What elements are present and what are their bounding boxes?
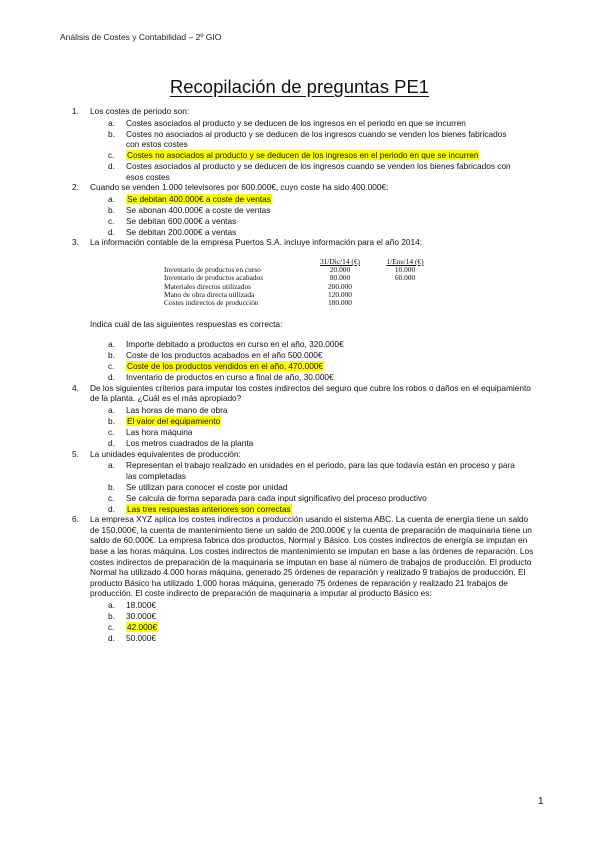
- option-text-highlighted: Las tres respuestas anteriores son correctas: [127, 503, 291, 514]
- option-6d: [0, 633, 599, 644]
- question-number: 5.: [72, 448, 79, 459]
- option-text: Costes asociados al producto y se deducen de los ingresos cuando se venden los bienes fabricados con esos costes: [126, 161, 511, 182]
- option-letter: d.: [108, 632, 115, 643]
- option-text-highlighted: 42.000€: [127, 622, 157, 632]
- option-text: Se calcula de forma separada para cada input significativo del proceso productivo: [126, 492, 427, 503]
- option-letter: c.: [108, 622, 115, 632]
- option-letter: d.: [108, 161, 115, 172]
- question-number: 3.: [72, 237, 79, 248]
- option-letter: a.: [108, 405, 115, 415]
- question-list: [0, 106, 599, 644]
- question-5: [0, 449, 599, 460]
- option-text: Las hora máquina: [126, 426, 193, 437]
- option-letter: d.: [108, 503, 115, 514]
- question-text: Los costes de periodo son:: [90, 106, 190, 116]
- question-text: La empresa XYZ aplica los costes indirectos a producción usando el sistema ABC. La cuenta de energía tiene un saldo de 150.000€, la cuenta de mantenimiento tiene un saldo de 200.000€ y la cuenta de preparación de maquinaria tiene un saldo de 60.000€. La empresa fabrica dos productos, Normal y Básico. Los costes indirectos de energía se imputan en base a las horas máquina. Los costes indirectos de mantenimiento se imputan en base a las órdenes de reparación. Los costes indirectos de preparación de la maquinaria se imputan en base al número de trabajos de producción. El producto Normal ha utilizado 4.000 horas máquina, generado 25 órdenes de reparación y realizado 9 trabajos de producción. El producto Básico ha utilizado 1.000 horas máquina, generado 75 órdenes de reparación y realizado 21 trabajos de producción. El coste indirecto de preparación de maquinaria a imputar al producto Básico es:: [90, 514, 534, 599]
- accounting-table: [164, 258, 440, 307]
- option-text: Costes asociados al producto y se deducen de los ingresos en el periodo en que se incurren: [126, 117, 466, 128]
- option-5d: [0, 504, 599, 515]
- table-cell: Materiales directos utilizados: [164, 281, 252, 291]
- option-4a: [0, 405, 599, 416]
- question-number: 6.: [72, 514, 79, 525]
- option-3b: [0, 350, 599, 361]
- option-letter: a.: [108, 339, 115, 350]
- option-letter: a.: [108, 117, 115, 128]
- option-letter: a.: [108, 460, 115, 471]
- option-text: Se debitan 600.000€ a ventas: [126, 215, 237, 226]
- question-number: 4.: [72, 382, 79, 393]
- option-text: 30.000€: [126, 611, 156, 622]
- question-text: La información contable de la empresa Puertos S.A. incluye información para el año 2014:: [90, 237, 423, 248]
- question-number: 2.: [72, 182, 79, 193]
- table-cell: Inventario de productos acabados: [164, 273, 264, 283]
- page-number: 1: [538, 796, 544, 807]
- option-letter: b.: [108, 611, 115, 622]
- question-2: [0, 182, 599, 193]
- table-cell: [370, 299, 440, 307]
- option-letter: b.: [108, 128, 115, 139]
- option-letter: a.: [108, 600, 115, 611]
- option-letter: b.: [108, 481, 115, 492]
- option-1c: [0, 150, 599, 161]
- question-text: Cuando se venden 1.000 televisores por 600.000€, cuyo coste ha sido 400.000€:: [90, 182, 389, 193]
- option-letter: c.: [108, 361, 115, 372]
- option-letter: c.: [108, 426, 115, 437]
- question-text: La unidades equivalentes de producción:: [90, 448, 241, 459]
- option-letter: d.: [108, 437, 115, 448]
- table-header: 1/Ene/14 (€): [386, 257, 424, 267]
- option-1d: [0, 161, 599, 182]
- option-3c: [0, 361, 599, 372]
- table-cell: Inventario de productos en curso: [164, 265, 261, 275]
- option-text-highlighted: Coste de los productos vendidos en el año, 470.000€: [127, 361, 324, 372]
- option-letter: b.: [108, 415, 115, 426]
- option-4c: [0, 427, 599, 438]
- option-text: 50.000€: [126, 632, 156, 643]
- option-6b: [0, 611, 599, 622]
- table-cell: [370, 291, 440, 299]
- option-letter: b.: [108, 350, 115, 361]
- question-number: 1.: [72, 106, 79, 116]
- option-6a: [0, 600, 599, 611]
- table-cell: Mano de obra directa utilizada: [164, 289, 255, 299]
- option-text-highlighted: Se debitan 400.000€ a coste de ventas: [127, 193, 271, 204]
- option-1b: [0, 129, 599, 150]
- option-letter: a.: [108, 193, 115, 204]
- option-letter: d.: [108, 372, 115, 383]
- table-cell: Costes indirectos de producción: [164, 298, 259, 308]
- page-title: Recopilación de preguntas PE1: [169, 76, 430, 97]
- option-1a: [0, 118, 599, 129]
- option-text: Inventario de productos en curso a final de año, 30.000€: [126, 372, 334, 383]
- table-cell: 200.000: [327, 281, 353, 291]
- option-4d: [0, 438, 599, 449]
- question-3: [0, 237, 599, 248]
- table-header: 31/Dic/14 (€): [319, 257, 361, 267]
- question-text: De los siguientes criterios para imputar los costes indirectos del seguro que cubre los robos o daños en el equipamiento de la planta. ¿Cuál es el más apropiado?: [90, 382, 531, 404]
- option-text: Representan el trabajo realizado en unidades en el periodo, para las que todavía están en proceso y para las completadas: [126, 460, 515, 481]
- option-5b: [0, 482, 599, 493]
- table-cell: 80.000: [329, 273, 351, 283]
- table-cell: 10.000: [394, 265, 416, 275]
- option-letter: c.: [108, 492, 115, 503]
- option-text: Los metros cuadrados de la planta: [126, 437, 254, 448]
- table-cell: 20.000: [329, 265, 351, 275]
- option-2a: [0, 194, 599, 205]
- option-6c: [0, 622, 599, 633]
- option-2c: [0, 216, 599, 227]
- option-3d: [0, 372, 599, 383]
- question-3-subtext: [0, 319, 599, 330]
- option-3a: [0, 339, 599, 350]
- table-row: [164, 299, 440, 307]
- page-header: Análisis de Costes y Contabilidad – 2º GIO: [60, 32, 222, 42]
- option-letter: c.: [108, 215, 115, 226]
- option-2d: [0, 227, 599, 238]
- option-text: Se utilizan para conocer el coste por unidad: [126, 481, 288, 492]
- option-letter: c.: [108, 150, 115, 161]
- option-text: Se debitan 200.000€ a ventas: [126, 226, 237, 237]
- table-cell: 120.000: [327, 289, 353, 299]
- option-5a: [0, 460, 599, 481]
- option-text: Las horas de mano de obra: [126, 405, 228, 415]
- option-text: Coste de los productos acabados en el año 500.000€: [126, 350, 323, 361]
- option-text-highlighted: El valor del equipamiento: [127, 415, 221, 426]
- table-cell: [370, 283, 440, 291]
- option-4b: [0, 416, 599, 427]
- option-text: 18.000€: [126, 600, 156, 611]
- question-6: [0, 514, 599, 599]
- question-4: [0, 383, 599, 404]
- option-5c: [0, 493, 599, 504]
- option-letter: b.: [108, 204, 115, 215]
- option-text-highlighted: Costes no asociados al producto y se deducen de los ingresos en el periodo en que se incurren: [127, 150, 479, 161]
- option-text: Importe debitado a productos en curso en el año, 320.000€: [126, 339, 344, 350]
- option-letter: d.: [108, 226, 115, 237]
- option-2b: [0, 205, 599, 216]
- question-1: [0, 106, 599, 117]
- table-cell: 180.000: [327, 298, 353, 308]
- option-text: Se abonan 400.000€ a coste de ventas: [126, 204, 271, 215]
- option-text: Costes no asociados al producto y se deducen de los ingresos cuando se venden los bienes fabricados con estos costes: [126, 128, 507, 150]
- question-subtext: Indica cuál de las siguientes respuestas es correcta:: [90, 319, 283, 330]
- table-cell: 60.000: [394, 273, 416, 283]
